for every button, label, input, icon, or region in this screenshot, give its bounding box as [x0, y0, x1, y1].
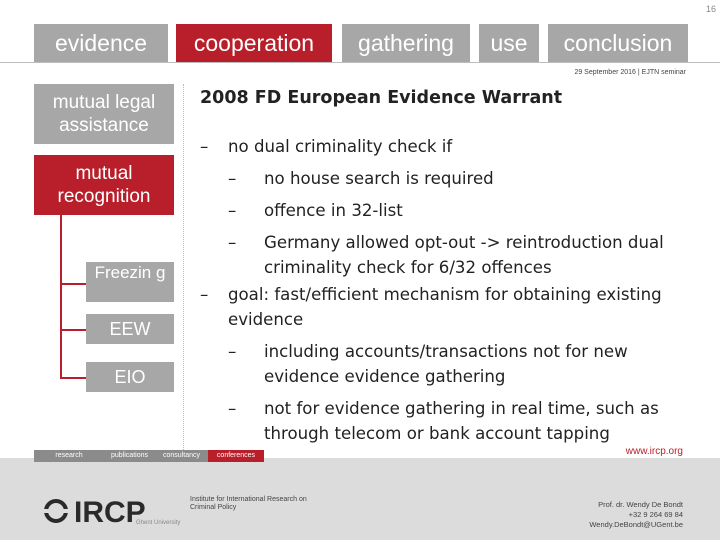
bullet-text: no house search is required [264, 169, 494, 188]
slide-number: 16 [705, 4, 716, 14]
bullet-dash: – [228, 169, 237, 188]
tab-divider [0, 62, 720, 63]
bullet-text: offence in 32-list [264, 201, 403, 220]
tree-connector-line [60, 215, 62, 379]
date-line: 29 September 2016 | EJTN seminar [574, 69, 686, 76]
tree-branch [60, 377, 86, 379]
tab-gathering[interactable]: gathering [342, 24, 470, 62]
sidebar-subitem-freezing[interactable]: Freezin g [86, 262, 174, 302]
sidebar-subitem-eio[interactable]: EIO [86, 362, 174, 392]
tree-branch [60, 283, 86, 285]
bullet-dash: – [228, 233, 237, 252]
page-title: 2008 FD European Evidence Warrant [200, 88, 563, 108]
bullet-dash: – [200, 137, 209, 156]
contact-phone: +32 9 264 69 84 [628, 510, 683, 519]
bullet-text: goal: fast/efficient mechanism for obtaining existing evidence [228, 285, 662, 329]
tab-evidence[interactable]: evidence [34, 24, 168, 62]
contact-name: Prof. dr. Wendy De Bondt [598, 500, 683, 509]
sidebar-item-mutual-legal-assistance[interactable]: mutual legal assistance [34, 84, 174, 144]
bullet-item [200, 166, 680, 191]
bullet-dash: – [228, 201, 237, 220]
bullet-dash: – [228, 399, 237, 418]
bullet-item [200, 282, 680, 332]
bullet-item [200, 198, 680, 223]
footer-tab-research[interactable]: research [34, 450, 104, 462]
bullet-text: no dual criminality check if [228, 137, 453, 156]
bullet-item [200, 134, 680, 159]
content-divider [183, 84, 185, 456]
bullet-text: not for evidence gathering in real time, such as through telecom or bank account tapping [264, 399, 659, 443]
tab-conclusion[interactable]: conclusion [548, 24, 688, 62]
university-name: Ghent University [136, 520, 181, 526]
sidebar-subitem-eew[interactable]: EEW [86, 314, 174, 344]
website-link[interactable]: www.ircp.org [625, 446, 683, 457]
tab-cooperation[interactable]: cooperation [176, 24, 332, 62]
contact-block [589, 500, 683, 530]
tab-use[interactable]: use [479, 24, 539, 62]
contact-email[interactable]: Wendy.DeBondt@UGent.be [589, 520, 683, 529]
bullet-dash: – [228, 342, 237, 361]
sidebar-item-mutual-recognition[interactable]: mutual recognition [34, 155, 174, 215]
bullet-dash: – [200, 285, 209, 304]
footer-tab-conferences[interactable]: conferences [208, 450, 264, 462]
footer-tab-consultancy[interactable]: consultancy [155, 450, 208, 462]
logo-subtitle: Institute for International Research on Criminal Policy [190, 496, 307, 511]
bullet-item [200, 396, 680, 446]
bullet-text: Germany allowed opt-out -> reintroduction dual criminality check for 6/32 offences [264, 233, 664, 277]
bullet-item [200, 339, 680, 389]
bullet-text: including accounts/transactions not for new evidence evidence gathering [264, 342, 628, 386]
tree-branch [60, 329, 86, 331]
footer-tab-publications[interactable]: publications [104, 450, 155, 462]
bullet-list [200, 134, 680, 446]
ircp-logo-text: IRCP [74, 496, 146, 528]
bullet-item [200, 230, 680, 280]
